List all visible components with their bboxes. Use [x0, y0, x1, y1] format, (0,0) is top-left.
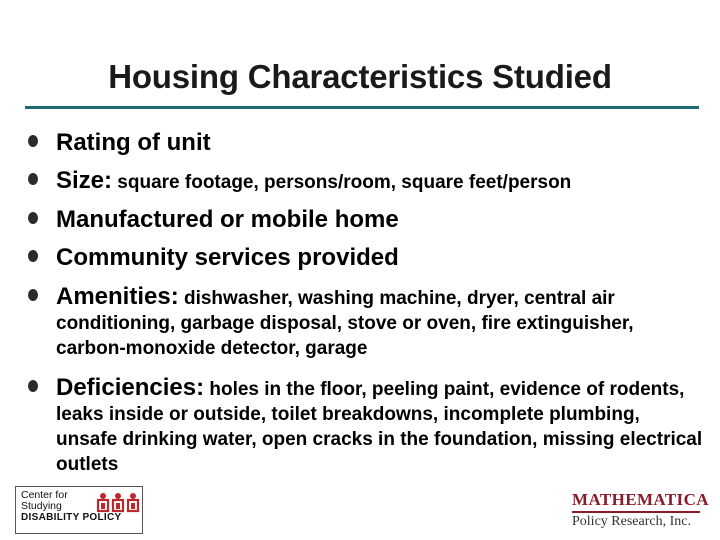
title-divider — [25, 106, 699, 109]
mathematica-underline — [572, 511, 700, 513]
bullet-heading: Amenities: — [56, 283, 179, 310]
logo-line-1: Center for — [21, 489, 68, 501]
people-figures-icon — [96, 491, 140, 517]
slide-title: Housing Characteristics Studied — [108, 58, 612, 95]
mathematica-logo — [568, 490, 708, 534]
mathematica-subtitle: Policy Research, Inc. — [572, 514, 691, 529]
logo-line-3: DISABILITY POLICY — [21, 512, 122, 523]
bullet-dot-icon — [28, 250, 38, 262]
bullet-detail: holes in the floor, peeling paint, evidence of rodents, leaks inside or outside, toilet breakdowns, incomplete plumbing, unsafe drinking water, open cracks in the foundation, missing electrical outlets — [56, 379, 703, 475]
bullet-dot-icon — [28, 173, 38, 185]
bullet-heading: Community services provided — [56, 244, 399, 271]
bullet-dot-icon — [28, 380, 38, 392]
mathematica-wordmark: MATHEMATICA — [572, 490, 709, 509]
bullet-detail: dishwasher, washing machine, dryer, central air conditioning, garbage disposal, stove or oven, fire extinguisher, carbon-monoxide detector, garage — [56, 288, 634, 359]
bullet-detail: square footage, persons/room, square feet/person — [112, 172, 572, 193]
bullet-heading: Deficiencies: — [56, 374, 205, 401]
bullet-heading: Size: — [56, 167, 113, 194]
bullet-dot-icon — [28, 135, 38, 147]
bullet-dot-icon — [28, 212, 38, 224]
logo-line-2: Studying — [21, 500, 62, 512]
bullet-heading: Rating of unit — [56, 129, 211, 156]
bullet-heading: Manufactured or mobile home — [56, 206, 399, 233]
bullet-dot-icon — [28, 289, 38, 301]
center-for-studying-disability-policy-logo — [15, 486, 143, 534]
